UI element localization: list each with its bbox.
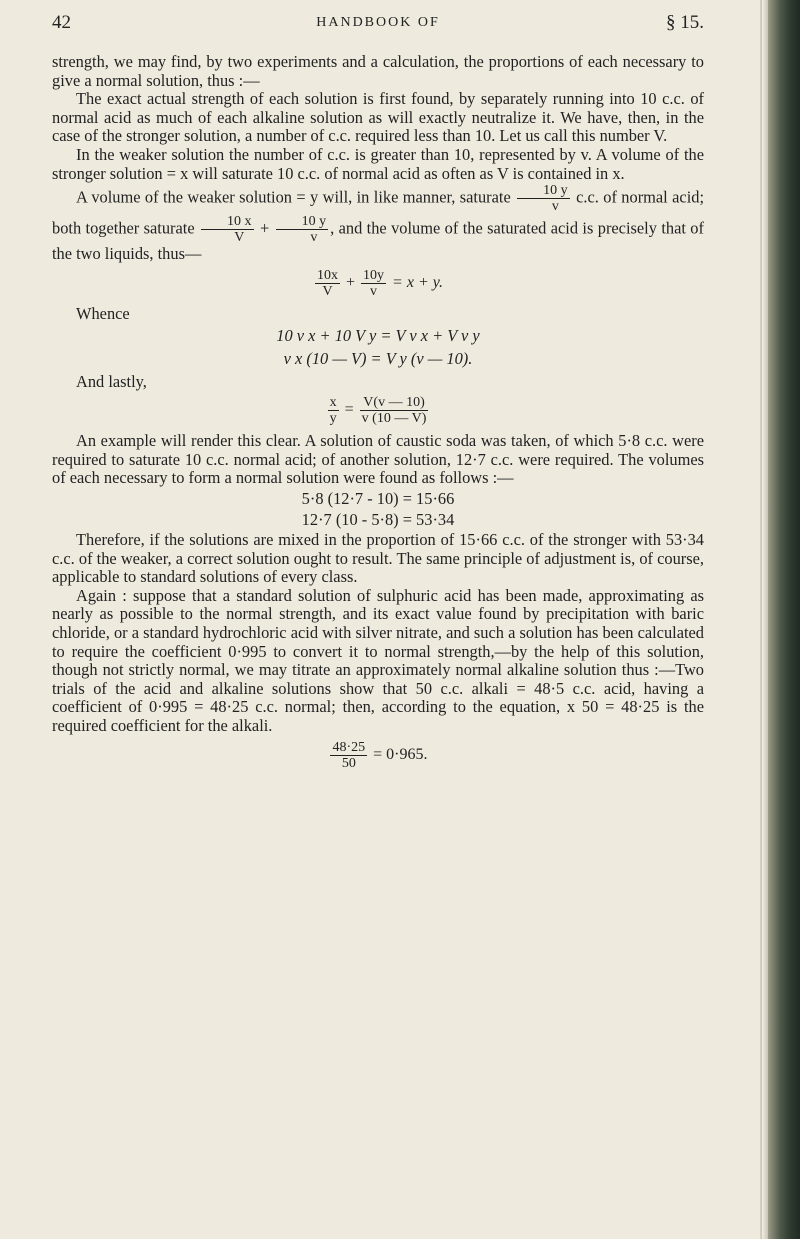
- fraction-denominator: v: [310, 230, 318, 246]
- paragraph-4-text-c: , and the volume of the saturated acid is precisely that of the two liquids, thus—: [52, 218, 704, 264]
- fraction-result: [360, 395, 429, 426]
- paragraph-7: Again : suppose that a standard solution of sulphuric acid has been made, approximating as nearly as possible to the normal strength, and its exact value found by precipitation with baric chloride, or a standard hydrochloric acid with silver nitrate, and such a solution has been calculated to require the coefficient 0·995 to convert it to normal strength,—by the help of this solution, though not strictly normal, we may titrate an approximately normal alkaline solution thus :—Two trials of the acid and alkaline solutions show that 50 c.c. alkali = 48·5 c.c. acid, having a coefficient of 0·995 = 48·25 c.c. normal; then, according to the equation, x 50 = 48·25 is the required coefficient for the alkali.: [52, 585, 704, 736]
- equation-4: [52, 395, 704, 426]
- paragraph-4-text-a: A volume of the weaker solution = y will, in like manner, saturate: [76, 187, 511, 207]
- section-number: § 15.: [666, 12, 704, 33]
- fraction-denominator: V: [322, 283, 333, 299]
- page-number: 42: [52, 12, 71, 33]
- paragraph-3: In the weaker solution the number of c.c. is greater than 10, represented by v. A volume of the stronger solution = x will saturate 10 c.c. of normal acid as often as V is contained in x.: [52, 144, 704, 183]
- fraction-48-25-over-50: [330, 740, 367, 771]
- fraction-denominator: 50: [341, 755, 356, 771]
- equation-2: 10 v x + 10 V y = V v x + V v y: [276, 326, 480, 346]
- fraction-denominator: v: [370, 283, 378, 299]
- calculation-1: 5·8 (12·7 - 10) = 15·66: [301, 488, 455, 508]
- paragraph-2: The exact actual strength of each solution is first found, by separately running into 10 c.c. of normal acid as much of each alkaline solution as will exactly neutralize it. We have, then, in the case of the stronger solution, a number of c.c. required less than 10. Let us call this number V.: [52, 89, 704, 146]
- fraction-numerator: x: [329, 395, 337, 411]
- calculation-2: 12·7 (10 - 5·8) = 53·34: [301, 509, 455, 529]
- fraction-denominator: v (10 — V): [361, 411, 427, 427]
- running-head: HANDBOOK OF: [316, 15, 440, 30]
- body-text: [52, 53, 704, 777]
- equation-5-rhs: = 0·965.: [373, 745, 428, 763]
- fraction-numerator: 48·25: [332, 739, 366, 755]
- equals-sign: =: [344, 401, 354, 419]
- paragraph-1: strength, we may find, by two experiments and a calculation, the proportions of each necessary to give a normal solution, thus :—: [52, 52, 704, 90]
- plus-sign: +: [259, 218, 270, 238]
- fraction-numerator: 10 y: [276, 214, 329, 230]
- paragraph-5: An example will render this clear. A solution of caustic soda was taken, of which 5·8 c.c. were required to saturate 10 c.c. normal acid; of another solution, 12·7 c.c. were required. The volumes of each necessary to form a normal solution were found as follows :—: [52, 431, 704, 488]
- equation-1: [52, 268, 704, 299]
- paragraph-6: Therefore, if the solutions are mixed in the proportion of 15·66 c.c. of the stronger with 53·34 c.c. of the weaker, a correct solution ought to result. The same principle of adjustment is, of course, applicable to standard solutions of every class.: [52, 530, 704, 587]
- fraction-x-over-y: [328, 395, 339, 426]
- binding-rim: [762, 0, 768, 1239]
- fraction-10x-over-V: [201, 214, 254, 245]
- fraction-numerator: 10y: [363, 267, 385, 283]
- fraction-10y-over-v-eq: [361, 268, 386, 299]
- fraction-numerator: 10x: [317, 267, 339, 283]
- fraction-numerator: 10 y: [517, 183, 570, 199]
- paragraph-4-text-b: c.c. of normal acid; both together saturate: [52, 187, 705, 238]
- whence-label: Whence: [76, 303, 130, 323]
- fraction-10x-over-V-eq: [315, 268, 340, 299]
- equation-1-rhs: = x + y.: [392, 273, 443, 291]
- fraction-10y-over-v: [517, 183, 570, 214]
- fraction-denominator: y: [329, 411, 337, 427]
- lastly-label: And lastly,: [76, 371, 147, 391]
- plus-sign: +: [346, 273, 356, 291]
- equation-5: [52, 740, 704, 771]
- fraction-numerator: V(v — 10): [360, 395, 429, 411]
- fraction-numerator: 10 x: [201, 214, 254, 230]
- page-header: [52, 12, 704, 38]
- book-binding-edge: [760, 0, 800, 1239]
- fraction-10y-over-v-2: [276, 214, 329, 245]
- fraction-denominator: V: [234, 230, 245, 246]
- paragraph-4: [52, 183, 704, 264]
- equation-3: v x (10 — V) = V y (v — 10).: [283, 348, 473, 368]
- fraction-denominator: v: [551, 199, 559, 215]
